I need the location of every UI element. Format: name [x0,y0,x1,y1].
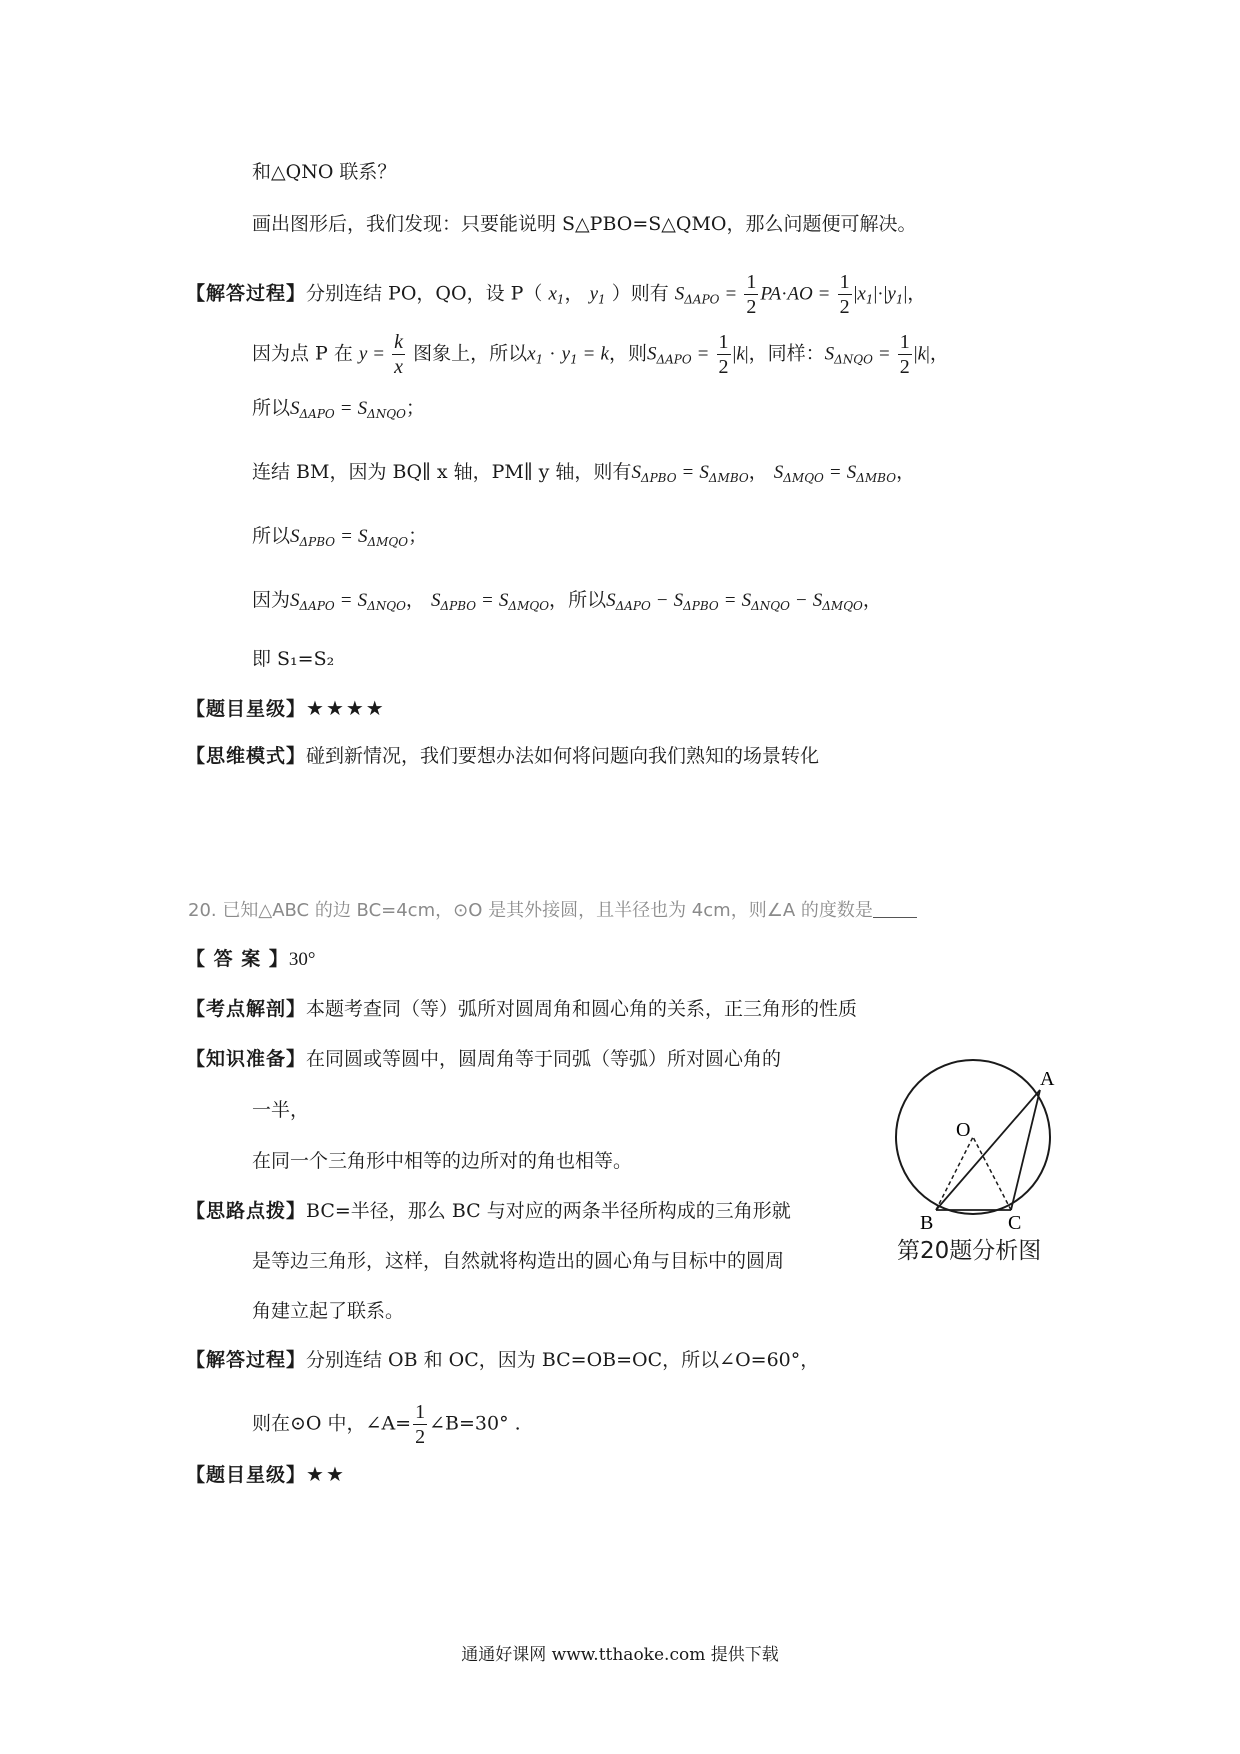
text-line: 是等边三角形，这样，自然就将构造出的圆心角与目标中的圆周 [252,1250,785,1272]
section-label: 【解答过程】 [186,1349,307,1371]
text: 所以 [568,589,607,611]
fraction-half: $\frac{1}{2}$ [899,331,910,378]
mode-line [186,742,819,770]
text-line: 即 S₁=S₂ [252,648,335,670]
solve-line [186,1346,819,1374]
section-label: 【考点解剖】 [186,998,307,1020]
text-line: 一半， [252,1099,310,1121]
text-line: 在同一个三角形中相等的边所对的角也相等。 [252,1150,633,1172]
section-label: 【解答过程】 [186,282,307,305]
prep-line [186,1045,781,1073]
text: 碰到新情况，我们要想办法如何将问题向我们熟知的场景转化 [306,745,820,767]
kp-line [186,995,857,1023]
text: 则在⊙O 中，∠A= [252,1412,412,1435]
math-var: x [548,283,557,305]
label-b: B [920,1212,934,1230]
text: ）则有 [611,282,669,305]
solution-line: 【解答过程】分别连结 PO，QO，设 P（ $x_1$， $y_1$ ）则有 $S_{\Delta APO}$ = $\frac{1}{2}$ PA·AO = $\frac{1}{2}$ $|x_1|\cdot|y_1|$， [186,271,927,318]
fraction-half: $\frac{1}{2}$ [415,1401,426,1448]
text: ，则 [608,342,647,365]
label-c: C [1008,1212,1022,1230]
solution-line: 因为$S_{\Delta APO} = S_{\Delta NQO}$， $S_{\Delta PBO} = S_{\Delta MQO}$，所以$S_{\Delta APO} - S_{\Delta PBO} = S_{\Delta NQO} - S_{\Delta MQO}$， [252,589,882,613]
text: 本题考查同（等）弧所对圆周角和圆心角的关系，正三角形的性质 [306,998,858,1020]
label-o: O [956,1119,971,1141]
solution-line: 因为点 P 在 y = $\frac{k}{x}$ 图象上，所以$x_1 \cdot y_1 = k$，则$S_{\Delta APO}$ = $\frac{1}{2}$ |k|，同样：$S_{\Delta NQO}$ = $\frac{1}{2}$ |k|， [252,331,949,378]
answer-value: 30° [288,949,316,970]
text: 分别连结 OB 和 OC，因为 BC=OB=OC，所以∠O=60°， [306,1349,820,1371]
section-label: 【思路点拨】 [186,1200,307,1222]
label-a: A [1040,1068,1055,1090]
text: 图象上，所以 [413,342,528,365]
text-line: 和△QNO 联系？ [252,161,397,183]
math-var: y [589,283,599,305]
page-footer: 通通好课网 www.tthaoke.com 提供下载 [461,1645,779,1665]
star-rating: ★★★★ [306,696,386,720]
star-rating: ★★ [306,1462,346,1486]
segment-ba [936,1090,1040,1210]
section-label: 【题目星级】 [186,1464,307,1486]
solution-line: 所以$S_{\Delta APO} = S_{\Delta NQO}$； [252,397,425,421]
solve-line [252,1400,521,1449]
text: 因为点 P 在 [252,342,353,365]
text: 连结 BM，因为 BQ∥ x 轴，PM∥ y 轴，则有 [252,461,632,483]
text: 所以 [252,397,291,419]
text-line: 角建立起了联系。 [252,1300,405,1322]
question-20 [188,896,917,925]
text: BC=半径，那么 BC 与对应的两条半径所构成的三角形就 [306,1200,791,1222]
answer-line [186,945,315,974]
figure-caption: 第20题分析图 [897,1238,1042,1264]
text: 因为 [252,589,291,611]
segment-oc-dashed [973,1137,1011,1210]
section-label: 【 答 案 】 [186,948,289,970]
star-line [186,694,386,723]
hint-line [186,1197,791,1225]
fraction-half: $\frac{1}{2}$ [718,331,729,378]
fraction-half: $\frac{1}{2}$ [839,271,850,318]
section-label: 【思维模式】 [186,745,307,767]
section-label: 【题目星级】 [186,698,307,720]
solution-line: 连结 BM，因为 BQ∥ x 轴，PM∥ y 轴，则有$S_{\Delta PBO} = S_{\Delta MBO}$， $S_{\Delta MQO} = S_{\Delta MBO}$， [252,461,916,485]
text: 在同圆或等圆中，圆周角等于同弧（等弧）所对圆心角的 [306,1048,782,1070]
solution-line: 所以$S_{\Delta PBO} = S_{\Delta MQO}$； [252,525,428,549]
text: ，同样： [748,342,825,365]
answer-blank [873,899,917,918]
fraction-k-over-x: $\frac{k}{x}$ [394,331,404,378]
question-text: 20. 已知△ABC 的边 BC=4cm，⊙O 是其外接圆，且半径也为 4cm，则∠A 的度数是 [188,900,873,921]
text: ∠B=30° . [429,1412,521,1435]
text: 分别连结 PO，QO，设 P（ [306,282,543,305]
circle-triangle-figure [890,1055,1070,1230]
section-label: 【知识准备】 [186,1048,307,1070]
fraction-half: $\frac{1}{2}$ [746,271,757,318]
text-line: 画出图形后，我们发现：只要能说明 S△PBO=S△QMO，那么问题便可解决。 [252,213,917,235]
text: 所以 [252,525,291,547]
star-line [186,1460,346,1489]
